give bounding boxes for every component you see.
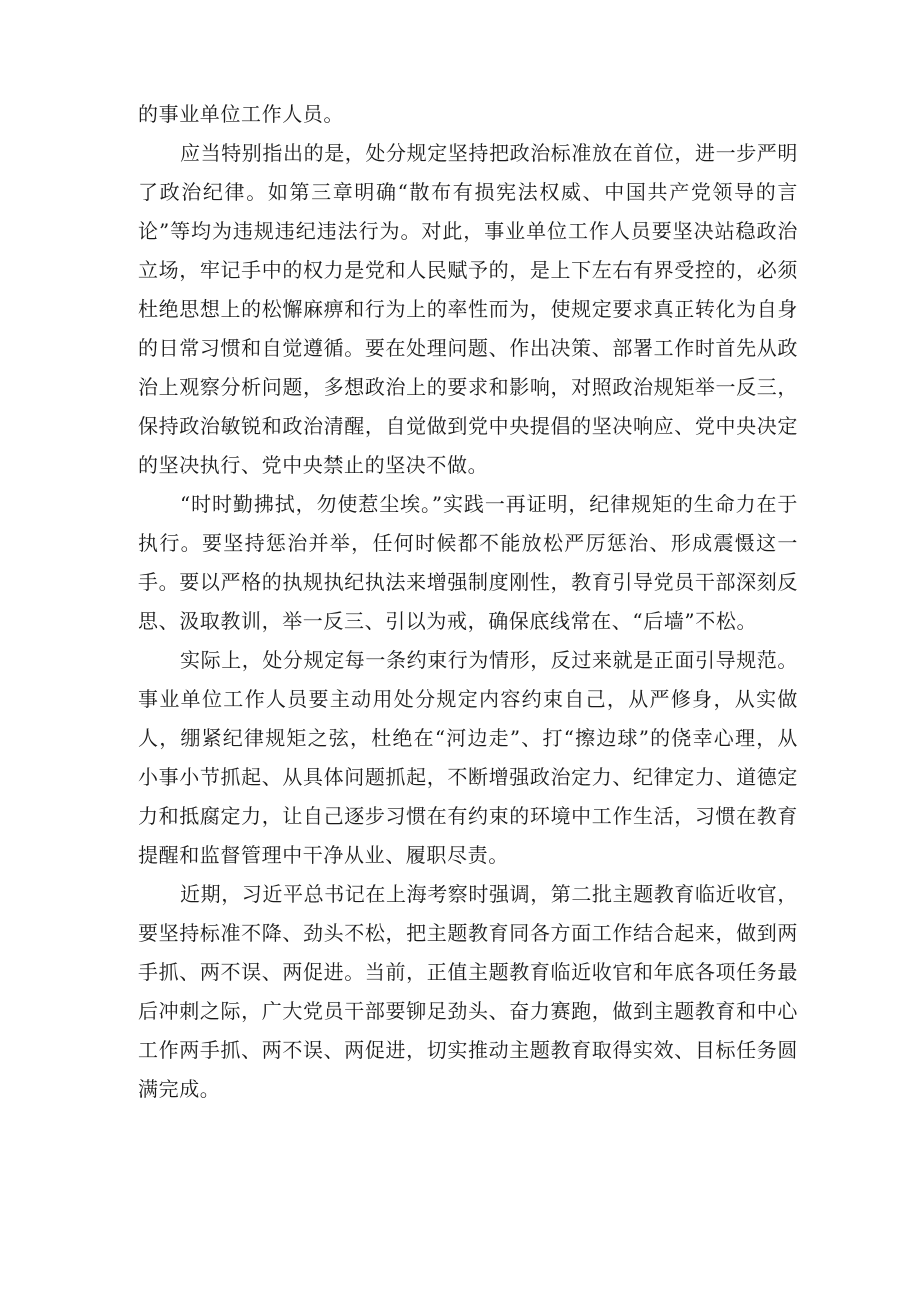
paragraph-continuation: 的事业单位工作人员。	[138, 102, 344, 126]
paragraph-theme-education: 近期，习近平总书记在上海考察时强调，第二批主题教育临近收官，要坚持标准不降、劲头不松，把主题教育同各方面工作结合起来，做到两手抓、两不误、两促进。当前，正值主题教育临近收官和年底各项任务最后冲刺之际，广大党员干部要铆足劲头、奋力赛跑，做到主题教育和中心工作两手抓、两不误、两促进，切实推动主题教育取得实效、目标任务圆满完成。	[138, 882, 798, 1101]
paragraph-enforcement: “时时勤拂拭，勿使惹尘埃。”实践一再证明，纪律规矩的生命力在于执行。要坚持惩治并举，任何时候都不能放松严厉惩治、形成震慑这一手。要以严格的执规执纪执法来增强制度刚性，教育引导党员干部深刻反思、汲取教训，举一反三、引以为戒，确保底线常在、“后墙”不松。	[138, 492, 798, 633]
paragraph-political-discipline: 应当特别指出的是，处分规定坚持把政治标准放在首位，进一步严明了政治纪律。如第三章明确“散布有损宪法权威、中国共产党领导的言论”等均为违规违纪违法行为。对此，事业单位工作人员要坚决站稳政治立场，牢记手中的权力是党和人民赋予的，是上下左右有界受控的，必须杜绝思想上的松懈麻痹和行为上的率性而为，使规定要求真正转化为自身的日常习惯和自觉遵循。要在处理问题、作出决策、部署工作时首先从政治上观察分析问题，多想政治上的要求和影响，对照政治规矩举一反三，保持政治敏锐和政治清醒，自觉做到党中央提倡的坚决响应、党中央决定的坚决执行、党中央禁止的坚决不做。	[138, 141, 798, 477]
document-body	[138, 95, 798, 1109]
paragraph-self-discipline: 实际上，处分规定每一条约束行为情形，反过来就是正面引导规范。事业单位工作人员要主动用处分规定内容约束自己，从严修身，从实做人，绷紧纪律规矩之弦，杜绝在“河边走”、打“擦边球”的侥幸心理，从小事小节抓起、从具体问题抓起，不断增强政治定力、纪律定力、道德定力和抵腐定力，让自己逐步习惯在有约束的环境中工作生活，习惯在教育提醒和监督管理中干净从业、履职尽责。	[138, 648, 798, 867]
